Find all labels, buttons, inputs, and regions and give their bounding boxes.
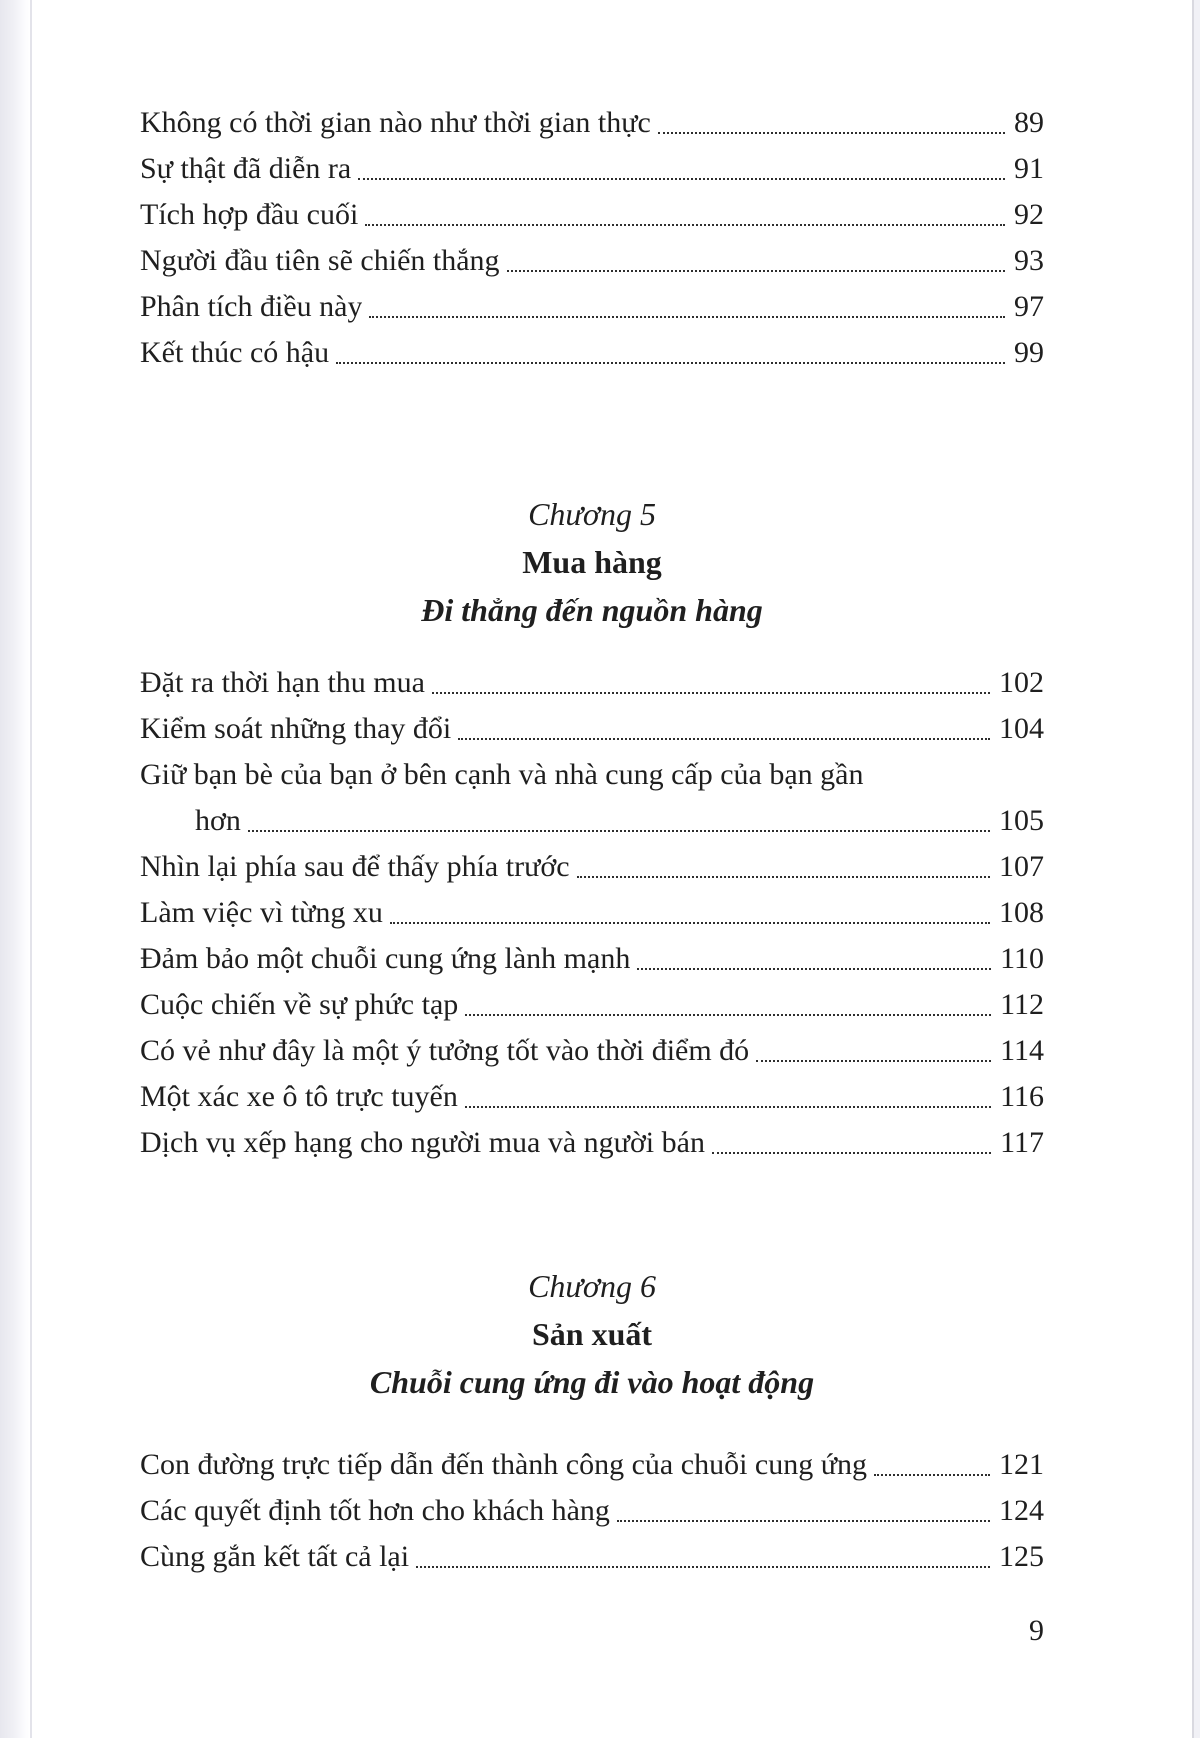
toc-entry-title: Một xác xe ô tô trực tuyến [140, 1080, 458, 1113]
toc-entry [140, 238, 1044, 284]
toc-entry [140, 1028, 1044, 1074]
toc-entry-page: 97 [1014, 290, 1044, 323]
toc-entry-title: hơn [195, 804, 241, 837]
chapter-5-title: Mua hàng [522, 544, 662, 580]
toc-entry-page: 93 [1014, 244, 1044, 277]
dot-leader [358, 178, 1005, 180]
dot-leader [756, 1060, 991, 1062]
toc-entry-title: Kết thúc có hậu [140, 336, 330, 369]
toc-entry-title: Tích hợp đầu cuối [140, 198, 359, 231]
toc-entry-title: Sự thật đã diễn ra [140, 152, 352, 185]
scan-edge-left [0, 0, 32, 1738]
dot-leader [458, 738, 990, 740]
toc-entry [140, 706, 1044, 752]
toc-entry-title: Cùng gắn kết tất cả lại [140, 1540, 410, 1573]
chapter-6-label: Chương 6 [528, 1268, 656, 1304]
chapter-6-heading [140, 1262, 1044, 1406]
toc-entry-title: Các quyết định tốt hơn cho khách hàng [140, 1494, 610, 1527]
toc-entry-title: Không có thời gian nào như thời gian thực [140, 106, 651, 139]
toc-entry-title: Đặt ra thời hạn thu mua [140, 666, 425, 699]
toc-section-chapter-6 [140, 1442, 1044, 1580]
toc-entry [140, 936, 1044, 982]
chapter-5-subtitle: Đi thẳng đến nguồn hàng [421, 592, 763, 628]
toc-section-top [140, 0, 1044, 376]
toc-entry-page: 114 [1000, 1034, 1044, 1067]
dot-leader [465, 1106, 991, 1108]
dot-leader [617, 1520, 990, 1522]
toc-entry-page: 125 [999, 1540, 1044, 1573]
toc-entry-page: 121 [999, 1448, 1044, 1481]
toc-entry [140, 890, 1044, 936]
toc-entry-page: 108 [999, 896, 1044, 929]
toc-section-chapter-5 [140, 660, 1044, 1166]
toc-entry [140, 1120, 1044, 1166]
toc-entry-title: Có vẻ như đây là một ý tưởng tốt vào thời điểm đó [140, 1034, 750, 1067]
dot-leader [369, 316, 1005, 318]
toc-entry-title: Kiểm soát những thay đổi [140, 712, 452, 745]
toc-entry [140, 844, 1044, 890]
toc-entry [140, 284, 1044, 330]
toc-entry-page: 102 [999, 666, 1044, 699]
toc-page [140, 0, 1044, 1654]
page-number-folio: 9 [1029, 1614, 1044, 1647]
dot-leader [432, 692, 990, 694]
toc-entry [140, 192, 1044, 238]
dot-leader [336, 362, 1005, 364]
toc-entry-title: Đảm bảo một chuỗi cung ứng lành mạnh [140, 942, 631, 975]
toc-entry [140, 1534, 1044, 1580]
toc-entry [140, 330, 1044, 376]
chapter-5-heading [140, 490, 1044, 634]
toc-entry-title: Dịch vụ xếp hạng cho người mua và người bán [140, 1126, 705, 1159]
dot-leader [658, 132, 1005, 134]
toc-entry-page: 117 [1000, 1126, 1044, 1159]
toc-entry-title: Cuộc chiến về sự phức tạp [140, 988, 459, 1021]
toc-entry-page: 107 [999, 850, 1044, 883]
toc-entry-page: 110 [1000, 942, 1044, 975]
dot-leader [465, 1014, 991, 1016]
dot-leader [637, 968, 991, 970]
toc-entry [140, 1074, 1044, 1120]
chapter-6-subtitle: Chuỗi cung ứng đi vào hoạt động [369, 1364, 815, 1400]
toc-entry-page: 91 [1014, 152, 1044, 185]
toc-entry-continuation [140, 798, 1044, 844]
dot-leader [416, 1566, 990, 1568]
toc-entry-page: 104 [999, 712, 1044, 745]
dot-leader [712, 1152, 991, 1154]
toc-entry-wrapped-line [140, 752, 1044, 798]
toc-entry-title: Nhìn lại phía sau để thấy phía trước [140, 850, 570, 883]
toc-entry-title: Giữ bạn bè của bạn ở bên cạnh và nhà cung cấp của bạn gần [140, 758, 864, 791]
toc-entry-page: 116 [1000, 1080, 1044, 1113]
dot-leader [365, 224, 1005, 226]
toc-entry-title: Con đường trực tiếp dẫn đến thành công của chuỗi cung ứng [140, 1448, 867, 1481]
dot-leader [507, 270, 1005, 272]
scan-edge-right [1192, 0, 1200, 1738]
dot-leader [874, 1474, 990, 1476]
dot-leader [390, 922, 990, 924]
toc-entry [140, 1488, 1044, 1534]
dot-leader [577, 876, 990, 878]
toc-entry [140, 982, 1044, 1028]
toc-entry-page: 112 [1000, 988, 1044, 1021]
toc-entry-page: 92 [1014, 198, 1044, 231]
toc-entry [140, 1442, 1044, 1488]
toc-entry-title: Phân tích điều này [140, 290, 363, 323]
toc-entry-page: 105 [999, 804, 1044, 837]
chapter-6-title: Sản xuất [531, 1316, 653, 1352]
dot-leader [248, 830, 990, 832]
toc-entry-title: Làm việc vì từng xu [140, 896, 383, 929]
toc-entry [140, 146, 1044, 192]
toc-entry [140, 660, 1044, 706]
toc-entry-page: 89 [1014, 106, 1044, 139]
chapter-5-label: Chương 5 [528, 496, 656, 532]
toc-entry [140, 100, 1044, 146]
toc-entry-page: 124 [999, 1494, 1044, 1527]
toc-entry-page: 99 [1014, 336, 1044, 369]
toc-entry-title: Người đầu tiên sẽ chiến thắng [140, 244, 500, 277]
